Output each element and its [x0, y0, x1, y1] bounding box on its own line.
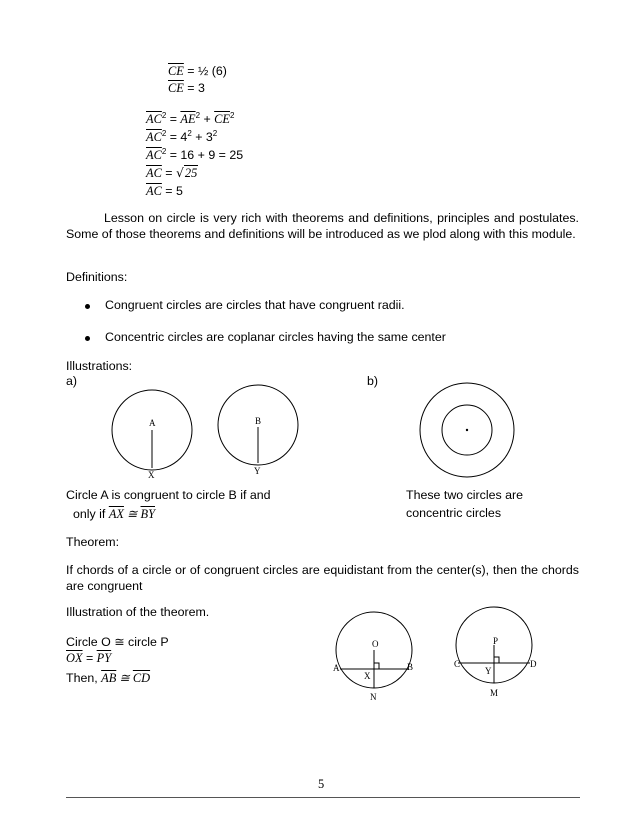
caption-b-line2: concentric circles — [406, 506, 502, 520]
equation-line-5 — [146, 148, 243, 163]
congruent-symbol: ≅ — [116, 671, 133, 685]
label-c: C — [454, 659, 461, 669]
equals: = — [161, 166, 176, 180]
intro-paragraph: Lesson on circle is very rich with theorems and definitions, principles and postulates. Some of those theorems and definitions will be introduced as we plod along with this module. — [66, 211, 579, 241]
label-o: O — [372, 639, 379, 649]
illustration-label-a: a) — [66, 374, 78, 388]
circle-o-figure — [330, 600, 426, 706]
bullet-icon — [85, 304, 90, 309]
segment-ac: $\overline{AC}$ — [146, 112, 162, 126]
segment-ce: $\overline{CE}$ — [214, 112, 230, 126]
circle-p-figure — [448, 600, 548, 706]
label-center-b: B — [255, 416, 262, 426]
concentric-circles-figure — [410, 376, 530, 486]
right-angle-mark — [374, 663, 379, 669]
segment-by: $\overline{BY}$ — [140, 507, 155, 521]
exponent: 2 — [161, 110, 167, 120]
right-angle-mark — [494, 657, 499, 663]
segment-ac: $\overline{AC}$ — [146, 148, 162, 162]
congruent-circles-figure — [100, 380, 320, 490]
caption-text: only if — [73, 507, 109, 521]
given-line-2 — [66, 651, 111, 666]
label-b: B — [407, 662, 414, 672]
definition-item: Concentric circles are coplanar circles having the same center — [105, 330, 446, 344]
equation-rhs: = 3 — [183, 81, 205, 95]
equation-line-6 — [146, 165, 198, 181]
given-line-1: Circle O ≅ circle P — [66, 635, 169, 649]
label-center-a: A — [149, 418, 156, 428]
label-point-x: X — [148, 470, 155, 480]
caption-a-line1: Circle A is congruent to circle B if and — [66, 488, 271, 502]
then-label: Then, — [66, 671, 102, 685]
segment-ab: $\overline{AB}$ — [101, 671, 117, 685]
illustrations-heading: Illustrations: — [66, 359, 133, 373]
exponent: 2 — [212, 128, 218, 138]
label-d: D — [530, 659, 537, 669]
radicand: 25 — [184, 166, 198, 180]
label-m: M — [490, 688, 499, 698]
theorem-heading: Theorem: — [66, 535, 120, 549]
equation-rhs: = 4 — [166, 130, 188, 144]
segment-ax: $\overline{AX}$ — [108, 507, 124, 521]
exponent: 2 — [161, 128, 167, 138]
caption-b-line1: These two circles are — [406, 488, 524, 502]
label-point-y: Y — [254, 466, 261, 476]
page-number: 5 — [318, 777, 325, 791]
equals: = — [82, 651, 97, 665]
equation-line-1 — [168, 64, 227, 79]
definition-item: Congruent circles are circles that have congruent radii. — [105, 298, 405, 312]
label-p: P — [493, 636, 499, 646]
exponent: 2 — [187, 128, 192, 138]
segment-cd: $\overline{CD}$ — [132, 671, 151, 685]
center-point — [466, 429, 468, 431]
equation-rhs: = 5 — [161, 184, 183, 198]
segment-ce: $\overline{CE}$ — [168, 64, 184, 78]
segment-ce: $\overline{CE}$ — [168, 81, 184, 95]
segment-ae: $\overline{AE}$ — [180, 112, 196, 126]
equation-line-2 — [168, 81, 205, 96]
theorem-text: If chords of a circle or of congruent circles are equidistant from the center(s), then the chords are congruent — [66, 563, 579, 593]
bullet-icon — [85, 336, 90, 341]
theorem-illustration-heading: Illustration of the theorem. — [66, 605, 210, 619]
conclusion-line — [66, 670, 150, 686]
segment-ac: $\overline{AC}$ — [146, 166, 162, 180]
segment-ac: $\overline{AC}$ — [146, 184, 162, 198]
equation-rhs: = ½ (6) — [183, 64, 227, 78]
exponent: 2 — [229, 110, 235, 120]
segment-ac: $\overline{AC}$ — [146, 130, 162, 144]
label-x: X — [364, 671, 371, 681]
label-n: N — [370, 692, 377, 702]
illustration-label-b: b) — [367, 374, 379, 388]
label-y: Y — [485, 666, 492, 676]
equation-rhs: + 3 — [191, 130, 213, 144]
caption-a-line2 — [73, 506, 155, 522]
radical-sign-icon: √ — [175, 165, 184, 180]
equals: = — [166, 112, 181, 126]
label-a: A — [333, 663, 340, 673]
segment-ox: $\overline{OX}$ — [66, 651, 83, 665]
congruent-symbol: ≅ — [123, 507, 141, 521]
equation-line-7 — [146, 184, 183, 199]
segment-py: $\overline{PY}$ — [96, 651, 112, 665]
equation-line-3 — [146, 112, 234, 127]
exponent: 2 — [195, 110, 201, 120]
definitions-heading: Definitions: — [66, 270, 128, 284]
equation-line-4 — [146, 130, 217, 145]
equation-rhs: = 16 + 9 = 25 — [166, 148, 244, 162]
footer-divider — [66, 797, 580, 798]
exponent: 2 — [161, 146, 167, 156]
plus: + — [200, 112, 215, 126]
